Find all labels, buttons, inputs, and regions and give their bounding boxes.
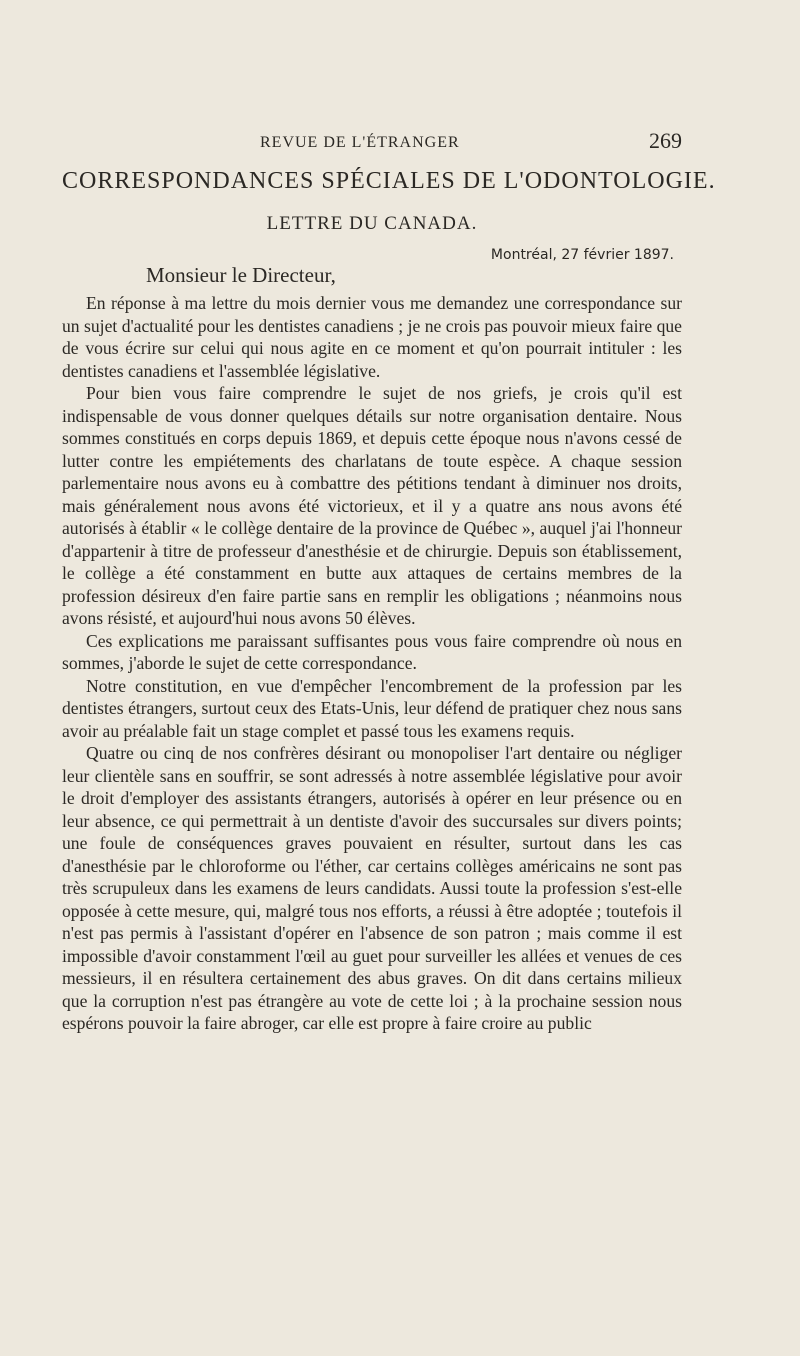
paragraph: Ces explications me paraissant suffisantes pous vous faire comprendre où nous en sommes, j'aborde le sujet de cette correspondance. (62, 630, 682, 673)
page-number: 269 (649, 128, 682, 153)
letter-body (62, 292, 682, 1035)
running-head (62, 128, 682, 158)
section-title: CORRESPONDANCES SPÉCIALES DE L'ODONTOLOGIE. (62, 168, 716, 194)
salutation: Monsieur le Directeur, (146, 263, 336, 287)
paragraph: Quatre ou cinq de nos confrères désirant ou monopoliser l'art dentaire ou négliger leur clientèle sans en souffrir, se sont adressés à notre assemblée législative pour avoir le droit d'employer des assistants étrangers, autorisés à opérer en leur présence ou en leur absence, ce qui permettrait à un dentiste d'avoir des succursales sur divers points; une foule de conséquences graves pouvaient en résulter, surtout dans les cas d'anesthésie par le chloroforme ou l'éther, car certains collèges américains ne sont pas très scrupuleux dans les examens de leurs candidats. Aussi toute la profession s'est-elle opposée à cette mesure, qui, malgré tous nos efforts, a réussi à être adoptée ; toutefois il n'est pas permis à l'assistant d'opérer en l'absence de son patron ; mais comme il est impossible d'avoir constamment l'œil au guet pour surveiller les allées et venues de ces messieurs, il en résultera certainement des abus graves. On dit dans certains milieux que la corruption n'est pas étrangère au vote de cette loi ; à la prochaine session nous espérons pouvoir la faire abroger, car elle est propre à faire croire au public (62, 743, 682, 1033)
running-title: REVUE DE L'ÉTRANGER (260, 134, 460, 151)
text-column (62, 128, 716, 1035)
letter-title: LETTRE DU CANADA. (266, 213, 478, 234)
paragraph: En réponse à ma lettre du mois dernier vous me demandez une correspondance sur un sujet d'actualité pour les dentistes canadiens ; je ne crois pas pouvoir mieux faire que de vous écrire sur celui qui nous agite en ce moment et qu'on pourrait intituler : les dentistes canadiens et l'assemblée législative. (62, 293, 682, 381)
paragraph: Pour bien vous faire comprendre le sujet de nos griefs, je crois qu'il est indispensable de vous donner quelques détails sur notre organisation dentaire. Nous sommes constitués en corps depuis 1869, et depuis cette époque nous n'avons cessé de lutter contre les empiétements des charlatans de toute espèce. A chaque session parlementaire nous avons eu à combattre des pétitions tendant à diminuer nos droits, mais généralement nous avons été victorieux, et il y a quatre ans nous avons été autorisés à établir « le collège dentaire de la province de Québec », auquel j'ai l'honneur d'appartenir à titre de professeur d'anesthésie et de chirurgie. Depuis son établissement, le collège a été constamment en butte aux attaques de certains membres de la profession désireux d'en faire partie sans en remplir les obligations ; néanmoins nous avons résisté, et aujourd'hui nous avons 50 élèves. (62, 383, 682, 628)
dateline: Montréal, 27 février 1897. (490, 247, 674, 263)
paragraph: Notre constitution, en vue d'empêcher l'encombrement de la profession par les dentistes étrangers, surtout ceux des Etats-Unis, leur défend de pratiquer chez nous sans avoir au préalable fait un stage complet et passé tous les examens requis. (62, 675, 682, 741)
